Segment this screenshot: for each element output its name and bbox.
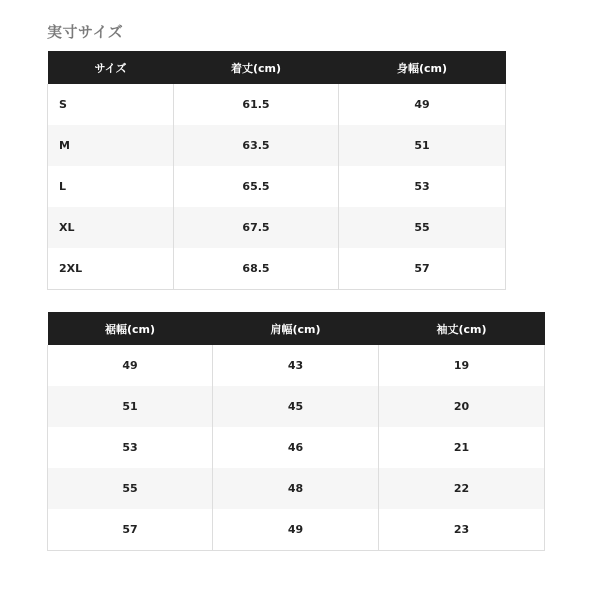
table-row [48, 207, 506, 248]
cell-length: 65.5 [174, 166, 339, 207]
cell-body-width: 55 [339, 207, 506, 248]
cell-body-width: 53 [339, 166, 506, 207]
cell-body-width: 49 [339, 84, 506, 125]
header-hem-width: 裾幅(cm) [48, 312, 213, 345]
cell-shoulder-width: 48 [213, 468, 379, 509]
cell-size: XL [48, 207, 174, 248]
size-table-primary [47, 51, 506, 290]
cell-length: 63.5 [174, 125, 339, 166]
cell-sleeve-length: 21 [379, 427, 545, 468]
table-row [48, 248, 506, 290]
header-sleeve-length: 袖丈(cm) [379, 312, 545, 345]
cell-length: 61.5 [174, 84, 339, 125]
table-row [48, 125, 506, 166]
cell-length: 67.5 [174, 207, 339, 248]
cell-sleeve-length: 19 [379, 345, 545, 386]
cell-size: M [48, 125, 174, 166]
table-row [48, 84, 506, 125]
page-title: 実寸サイズ [47, 23, 124, 41]
table-row [48, 345, 545, 386]
header-length: 着丈(cm) [174, 51, 339, 84]
size-table-secondary [47, 312, 545, 551]
cell-sleeve-length: 22 [379, 468, 545, 509]
cell-shoulder-width: 46 [213, 427, 379, 468]
table-header-row [48, 312, 545, 345]
table-row [48, 386, 545, 427]
cell-shoulder-width: 43 [213, 345, 379, 386]
table-row [48, 166, 506, 207]
cell-size: S [48, 84, 174, 125]
cell-size: 2XL [48, 248, 174, 290]
cell-hem-width: 51 [48, 386, 213, 427]
table-row [48, 427, 545, 468]
table-header-row [48, 51, 506, 84]
cell-size: L [48, 166, 174, 207]
cell-length: 68.5 [174, 248, 339, 290]
table-row [48, 509, 545, 551]
cell-shoulder-width: 49 [213, 509, 379, 551]
cell-hem-width: 57 [48, 509, 213, 551]
header-shoulder-width: 肩幅(cm) [213, 312, 379, 345]
cell-hem-width: 55 [48, 468, 213, 509]
cell-sleeve-length: 20 [379, 386, 545, 427]
cell-sleeve-length: 23 [379, 509, 545, 551]
cell-hem-width: 53 [48, 427, 213, 468]
header-size: サイズ [48, 51, 174, 84]
cell-hem-width: 49 [48, 345, 213, 386]
table-row [48, 468, 545, 509]
cell-body-width: 57 [339, 248, 506, 290]
cell-shoulder-width: 45 [213, 386, 379, 427]
header-body-width: 身幅(cm) [339, 51, 506, 84]
cell-body-width: 51 [339, 125, 506, 166]
